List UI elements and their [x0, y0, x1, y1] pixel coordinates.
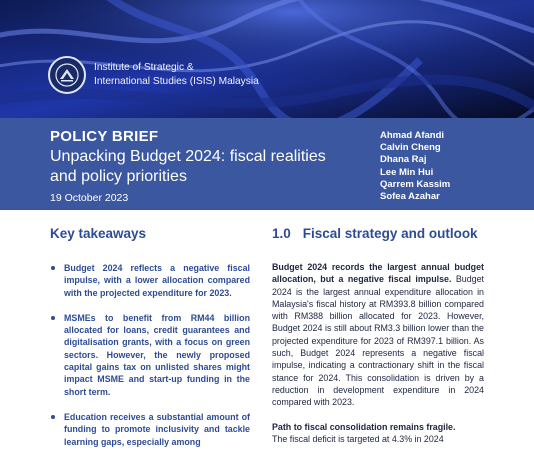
hero-banner — [0, 0, 534, 118]
takeaways-list — [50, 262, 250, 448]
org-identity — [48, 56, 259, 94]
paragraph-body: Budget 2024 is the largest annual expenditure allocation in Malaysia's fiscal history at RM393.8 billion compared with RM388 billion allocated for 2023. However, Budget 2024 is still about RM3.3 billion lower than the projected expenditure for 2023 of RM397.1 billion. As such, Budget 2024 represents a negative fiscal impulse, indicating a contractionary shift in the fiscal stance for 2024. This consolidation is driven by a reduction in development expenditure in 2024 compared with 2023. — [272, 274, 484, 408]
author-name: Lee Min Hui — [380, 166, 434, 178]
takeaway-item: Budget 2024 reflects a negative fiscal impulse, with a lower allocation compared with the projected expenditure for 2023. — [50, 262, 250, 299]
section-title: Fiscal strategy and outlook — [302, 226, 478, 241]
truncated-paragraph: The fiscal deficit is targeted at 4.3% in 2024 — [272, 433, 444, 444]
author-name: Dhana Raj — [380, 154, 427, 166]
subheading: Path to fiscal consolidation remains fragile. — [272, 421, 456, 432]
lead-sentence: Budget 2024 records the largest annual budget allocation, but a negative fiscal impulse. — [272, 262, 484, 285]
emblem-icon — [54, 62, 80, 88]
isis-logo — [48, 56, 86, 94]
title-panel — [0, 118, 534, 210]
author-list — [380, 130, 450, 203]
policy-brief-label: POLICY BRIEF — [50, 128, 159, 145]
takeaway-item: Education receives a substantial amount of funding to promote inclusivity and tackle learning gaps, especially among — [50, 411, 250, 448]
publication-date: 19 October 2023 — [50, 192, 129, 204]
takeaway-item: MSMEs to benefit from RM44 billion allocated for loans, credit guarantees and digitalisation grants, with a focus on green sectors. However, the newly proposed capital gains tax on unlisted shares might impact MSME and start-up funding in the short term. — [50, 312, 250, 398]
section-heading — [272, 226, 484, 248]
section-number: 1.0 — [272, 226, 291, 241]
author-name: Sofea Azahar — [380, 191, 440, 203]
org-name-line-2: International Studies (ISIS) Malaysia — [94, 76, 259, 87]
section-paragraph — [272, 261, 484, 409]
document-title: Unpacking Budget 2024: fiscal realities and policy priorities — [50, 148, 326, 185]
org-name — [94, 61, 259, 89]
key-takeaways-heading: Key takeaways — [50, 226, 147, 241]
author-name: Ahmad Afandi — [380, 130, 445, 141]
author-name: Calvin Cheng — [380, 142, 441, 154]
fiscal-strategy-section — [272, 226, 484, 445]
author-name: Qarrem Kassim — [380, 178, 451, 190]
key-takeaways-column — [50, 226, 250, 461]
org-name-line-1: Institute of Strategic & — [94, 62, 194, 73]
